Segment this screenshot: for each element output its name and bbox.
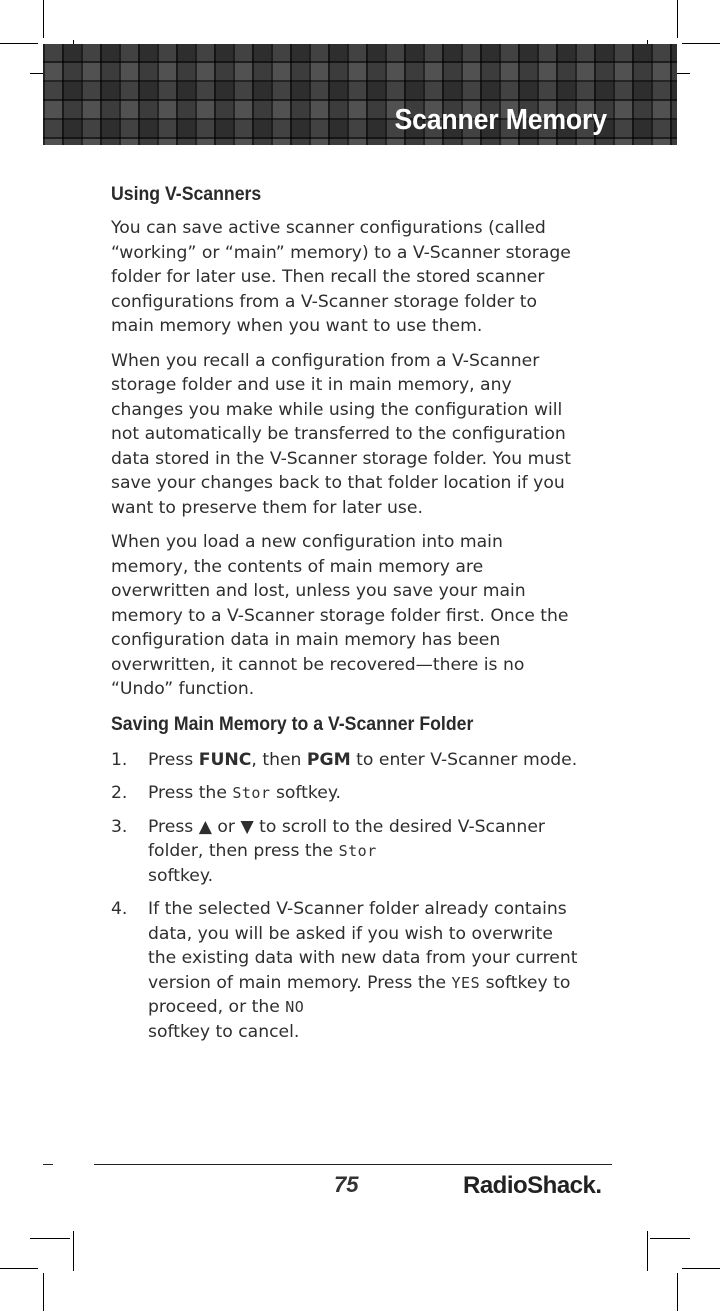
list-item <box>111 815 581 889</box>
list-item <box>111 781 581 806</box>
down-arrow-icon: ▼ <box>240 816 254 837</box>
footer-rule <box>94 1164 612 1165</box>
steps-list <box>111 748 581 1045</box>
crop-mark <box>677 0 678 38</box>
header-banner <box>43 44 677 145</box>
paragraph: When you recall a configuration from a V-Scanner storage folder and use it in main memory, any changes you make while using the configuration will not automatically be transferred to the configuration data stored in the V-Scanner storage folder. You must save your changes back to that folder location if you want to preserve them for later use. <box>111 350 571 518</box>
step-text: to scroll to the desired V-Scanner folder, then press the <box>148 816 545 861</box>
step-number: 1. <box>111 749 128 770</box>
step-text: softkey to cancel. <box>148 1021 300 1042</box>
footer-dash <box>43 1164 53 1165</box>
step-number: 3. <box>111 816 128 837</box>
crop-mark <box>682 1268 720 1269</box>
step-text: to enter V-Scanner mode. <box>350 749 578 770</box>
softkey-yes: YES <box>451 973 481 992</box>
crop-mark <box>73 1231 74 1271</box>
softkey-no: NO <box>285 998 305 1016</box>
page-number: 75 <box>334 1172 359 1197</box>
step-text: , then <box>251 749 307 770</box>
main-content <box>111 180 581 1053</box>
step-text: softkey. <box>270 783 342 803</box>
crop-mark <box>650 1238 690 1239</box>
step-text: Press the <box>148 783 233 803</box>
step-text: or <box>211 816 241 837</box>
step-number: 4. <box>111 899 128 919</box>
step-text: Press <box>148 816 199 837</box>
paragraph: When you load a new configuration into main memory, the contents of main memory are overwritten and lost, unless you save your main memory to a V-Scanner storage folder first. Once the configuration data in main memory has been overwritten, it cannot be recovered—there is no “Undo” function. <box>111 532 569 699</box>
list-item <box>111 897 581 1044</box>
step-number: 2. <box>111 783 128 803</box>
crop-mark <box>647 1231 648 1271</box>
page-title: Scanner Memory <box>394 104 607 136</box>
crop-mark <box>43 0 44 38</box>
crop-mark <box>0 43 38 44</box>
section-heading-using-v-scanners: Using V-Scanners <box>111 184 262 205</box>
key-pgm: PGM <box>306 749 351 770</box>
crop-mark <box>682 43 720 44</box>
step-text: softkey to proceed, or the <box>148 972 571 1017</box>
crop-mark <box>0 1268 38 1269</box>
softkey-stor: Stor <box>338 842 377 860</box>
crop-mark <box>677 1273 678 1311</box>
crop-mark <box>30 1238 70 1239</box>
up-arrow-icon: ▲ <box>198 816 212 837</box>
crop-mark <box>43 1273 44 1311</box>
section-heading-saving-main-memory: Saving Main Memory to a V-Scanner Folder <box>111 713 474 735</box>
brand-logo: RadioShack. <box>463 1172 602 1199</box>
paragraph: You can save active scanner configurations (called “working” or “main” memory) to a V-Scanner storage folder for later use. Then recall the stored scanner configurations from a V-Scanner storage folder to main memory when you want to use them. <box>111 218 571 336</box>
key-func: FUNC <box>198 749 252 770</box>
list-item <box>111 748 581 773</box>
step-text: If the selected V-Scanner folder already contains data, you will be asked if you wish to overwrite the existing data with new data from your current version of main memory. Press the <box>148 899 578 993</box>
step-text: softkey. <box>148 865 214 886</box>
softkey-stor: Stor <box>232 784 271 802</box>
step-text: Press <box>148 749 199 770</box>
